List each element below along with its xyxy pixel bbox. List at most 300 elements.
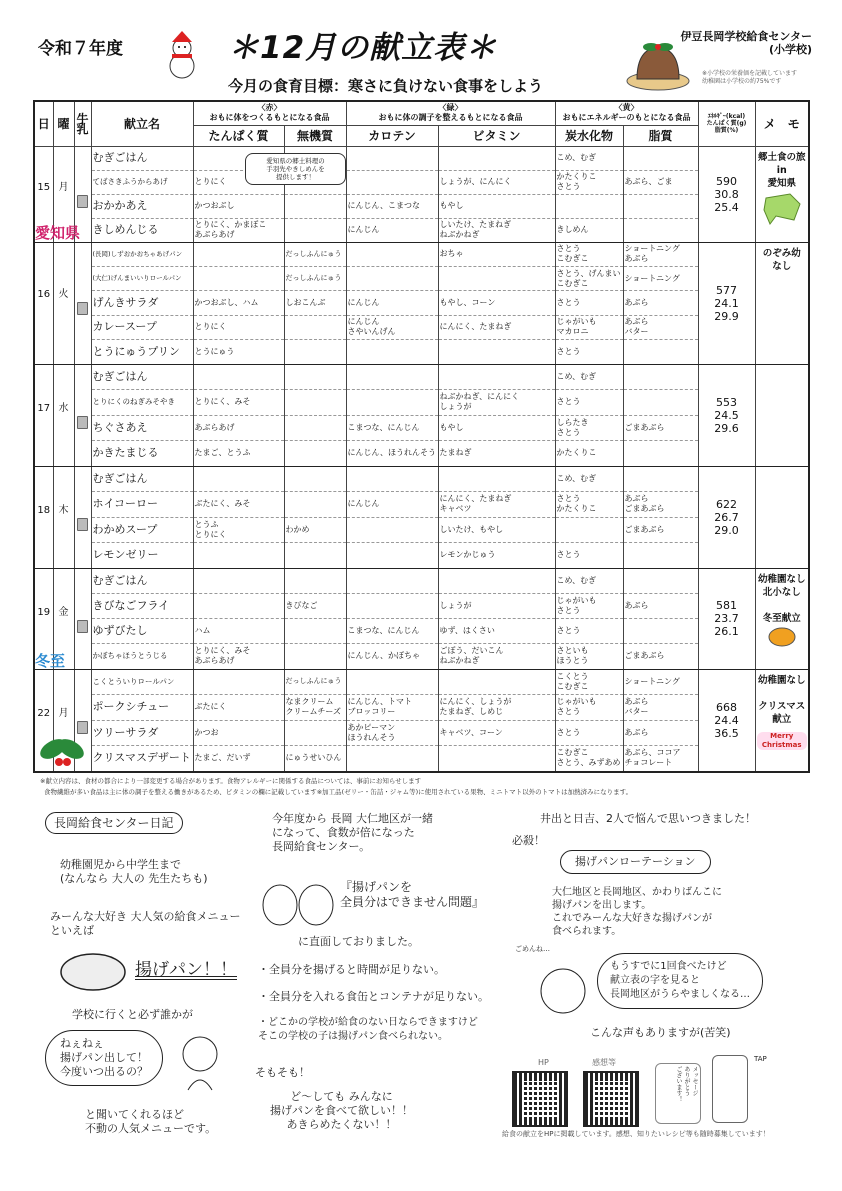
ingredient-vitamin	[438, 746, 555, 772]
qr-hp-label: HP	[538, 1058, 549, 1067]
memo-text: 郷土食の旅 in 愛知県	[757, 151, 806, 189]
ingredient-fat: ごまあぶら	[623, 517, 698, 543]
ingredient-mineral	[284, 619, 346, 644]
merry-christmas-sticker: Merry Christmas	[757, 732, 808, 750]
memo-text: 幼稚園なし クリスマス 献立	[757, 674, 806, 725]
ingredient-vitamin: たまねぎ	[438, 441, 555, 467]
menu-row	[34, 218, 809, 242]
ingredient-fat	[623, 146, 698, 170]
ingredient-mineral: にゅうせいひん	[284, 746, 346, 772]
ingredient-carotene	[346, 568, 438, 593]
ingredient-mineral	[284, 340, 346, 364]
day-cell-wrap	[35, 365, 53, 466]
ingredient-mineral: だっしふんにゅう	[284, 242, 346, 266]
ingredient-protein: とりにく	[193, 170, 284, 194]
ingredient-vitamin: しいたけ、もやし	[438, 517, 555, 543]
center-name-block	[672, 30, 812, 56]
milk-holder	[75, 195, 91, 211]
ingredient-mineral	[284, 315, 346, 339]
weekday: 水	[58, 402, 69, 414]
menu-row	[34, 644, 809, 669]
ingredient-vitamin: レモンかじゅう	[438, 543, 555, 569]
ingredient-fat: あぶら、ごま	[623, 170, 698, 194]
monthly-goal: 今月の食育目標：寒さに負けない食事をしよう	[228, 77, 544, 95]
menu-item-name: ツリーサラダ	[91, 720, 193, 746]
center-name: 伊豆長岡学校給食センター	[680, 30, 812, 43]
ingredient-mineral	[284, 390, 346, 416]
menu-row	[34, 364, 809, 390]
ingredient-carb: こめ、むぎ	[555, 364, 623, 390]
ingredient-carotene	[346, 242, 438, 266]
ingredient-carotene	[346, 466, 438, 492]
ingredient-carotene: にんじん	[346, 492, 438, 518]
ingredient-vitamin: もやし	[438, 415, 555, 441]
menu-item-name: むぎごはん	[91, 568, 193, 593]
milk-carton-icon	[77, 721, 88, 734]
ingredient-vitamin	[438, 568, 555, 593]
ingredient-carotene: にんじん、かぼちゃ	[346, 644, 438, 669]
ingredient-carb: きしめん	[555, 218, 623, 242]
header-milk: 牛 乳	[74, 101, 91, 146]
ingredient-fat: ショートニング	[623, 669, 698, 695]
ingredient-carotene	[346, 266, 438, 290]
memo-cell	[755, 568, 809, 669]
menu-item-name: ちぐさあえ	[91, 415, 193, 441]
menu-row	[34, 291, 809, 315]
diary-text: 学校に行くと必ず誰かが	[72, 1008, 193, 1021]
ingredient-protein: たまご、とうふ	[193, 441, 284, 467]
menu-item-name: おかかあえ	[91, 194, 193, 218]
milk-cell	[74, 364, 91, 466]
ingredient-protein: とうにゅう	[193, 340, 284, 364]
ingredient-mineral: きびなご	[284, 593, 346, 618]
menu-item-name: わかめスープ	[91, 517, 193, 543]
menu-item-name: むぎごはん	[91, 364, 193, 390]
header-mineral: 無機質	[284, 125, 346, 146]
ingredient-vitamin	[438, 266, 555, 290]
menu-row	[34, 266, 809, 290]
milk-carton-icon	[77, 195, 88, 208]
weekday-cell	[53, 242, 74, 364]
ingredient-protein: とうふ とりにく	[193, 517, 284, 543]
day-cell	[34, 146, 81, 242]
header-memo: メ モ	[755, 101, 809, 146]
menu-row	[34, 746, 809, 772]
ingredient-carb: こめ、むぎ	[555, 466, 623, 492]
ingredient-mineral: だっしふんにゅう	[284, 266, 346, 290]
diary-text: 幼稚園児から中学生まで (なんなら 大人の 先生たちも)	[60, 858, 208, 885]
ingredient-carb: こくとう こむぎこ	[555, 669, 623, 695]
ingredient-vitamin: おちゃ	[438, 242, 555, 266]
ingredient-carb: さとう こむぎこ	[555, 242, 623, 266]
ingredient-fat	[623, 619, 698, 644]
diary-text: ど～しても みんなに 揚げパンを食べて欲しい！！ あきらめたくない！！	[270, 1090, 413, 1131]
menu-row	[34, 170, 809, 194]
diary-text: と聞いてくれるほど 不動の人気メニューです。	[85, 1108, 217, 1135]
day-number: 17	[37, 402, 51, 414]
tap-label: TAP	[754, 1055, 767, 1063]
ingredient-protein: とりにく、かまぼこ あぶらあげ	[193, 218, 284, 242]
menu-table	[33, 100, 810, 773]
menu-item-name: かぼちゃほうとうじる	[91, 644, 193, 669]
aichi-map-icon	[760, 190, 804, 226]
ingredient-fat	[623, 364, 698, 390]
ingredient-carb: さとう	[555, 340, 623, 364]
ingredient-fat	[623, 466, 698, 492]
ingredient-mineral	[284, 644, 346, 669]
day-cell	[34, 364, 53, 466]
ingredient-carotene: にんじん	[346, 291, 438, 315]
menu-row	[34, 669, 809, 695]
milk-wrap	[75, 243, 91, 364]
ingredient-mineral: なまクリーム クリームチーズ	[284, 695, 346, 721]
ingredient-carotene	[346, 364, 438, 390]
ingredient-carb: さとう	[555, 291, 623, 315]
menu-item-name: むぎごはん	[91, 466, 193, 492]
diary-title: 長岡給食センター日記	[45, 812, 183, 834]
ingredient-vitamin	[438, 669, 555, 695]
menu-row	[34, 194, 809, 218]
qr-caption: 給食の献立をHPに掲載しています。感想、知りたいレシピ等も随時募集しています！	[502, 1130, 770, 1138]
center-sub: (小学校)	[768, 43, 812, 56]
snowman-icon	[160, 30, 204, 80]
ingredient-mineral	[284, 568, 346, 593]
ingredient-carb: さといも ほうとう	[555, 644, 623, 669]
milk-cell	[74, 466, 91, 568]
pumpkin-icon	[767, 625, 797, 647]
menu-row	[34, 441, 809, 467]
day-cell-wrap	[35, 147, 81, 242]
ingredient-fat	[623, 441, 698, 467]
diary-text: 井出と日吉、2人で悩んで思いつきました！	[540, 812, 756, 825]
weekday-cell	[53, 466, 74, 568]
ingredient-fat: あぶら	[623, 291, 698, 315]
ingredient-vitamin: しょうが	[438, 593, 555, 618]
ingredient-carotene	[346, 543, 438, 569]
ingredient-vitamin: にんにく、たまねぎ キャベツ	[438, 492, 555, 518]
footnote-1: ※献立内容は、食材の都合により一部変更する場合があります。食物アレルギーに関係する食品については、事前にお知らせします	[40, 776, 422, 785]
ingredient-carotene: にんじん、トマト ブロッコリー	[346, 695, 438, 721]
ingredient-mineral	[284, 415, 346, 441]
header-carb: 炭水化物	[555, 125, 623, 146]
ingredient-carb: じゃがいも さとう	[555, 695, 623, 721]
ingredient-protein: ぶたにく、みそ	[193, 492, 284, 518]
ingredient-vitamin	[438, 146, 555, 170]
menu-item-name: レモンゼリー	[91, 543, 193, 569]
ingredient-carb: しらたき さとう	[555, 415, 623, 441]
ingredient-protein	[193, 568, 284, 593]
ingredient-carotene	[346, 390, 438, 416]
ingredient-carb: さとう	[555, 543, 623, 569]
menu-item-name: こくとういりロールパン	[91, 669, 193, 695]
day-cell	[34, 466, 53, 568]
ingredient-fat: ごまあぶら	[623, 644, 698, 669]
day-cell	[34, 242, 53, 364]
ingredient-fat: あぶら バター	[623, 695, 698, 721]
ingredient-vitamin: キャベツ、コーン	[438, 720, 555, 746]
ingredient-protein: あぶらあげ	[193, 415, 284, 441]
memo-cell	[755, 669, 809, 772]
ingredient-protein	[193, 543, 284, 569]
milk-holder	[75, 416, 91, 432]
aichi-label: 愛知県	[35, 223, 81, 242]
qr-feedback-label: 感想等	[592, 1058, 616, 1067]
menu-item-name: きしめんじる	[91, 218, 193, 242]
ingredient-protein: かつお	[193, 720, 284, 746]
header-green-group: 〈緑〉 おもに体の調子を整えるもとになる食品	[346, 101, 555, 125]
weekday: 木	[58, 504, 69, 516]
ingredient-carotene	[346, 746, 438, 772]
ingredient-protein	[193, 364, 284, 390]
ingredient-vitamin: しいたけ、たまねぎ ねぶかねぎ	[438, 218, 555, 242]
diary-text: ごめんね…	[515, 945, 550, 953]
day-cell	[34, 669, 53, 772]
menu-row	[34, 720, 809, 746]
ingredient-carotene: にんじん、こまつな	[346, 194, 438, 218]
ingredient-protein	[193, 593, 284, 618]
day-number: 15	[37, 181, 51, 193]
ingredient-carotene: こまつな、にんじん	[346, 619, 438, 644]
ingredient-carotene	[346, 170, 438, 194]
ingredient-mineral	[284, 720, 346, 746]
ingredient-carb: かたくりこ さとう	[555, 170, 623, 194]
memo-text: 幼稚園なし 北小なし 冬至献立	[757, 573, 806, 624]
ingredient-carotene	[346, 146, 438, 170]
ingredient-fat: ショートニング あぶら	[623, 242, 698, 266]
menu-row	[34, 340, 809, 364]
menu-table-wrap	[33, 100, 808, 798]
ingredient-vitamin	[438, 340, 555, 364]
ingredient-fat: あぶら、ココア チョコレート	[623, 746, 698, 772]
ingredient-fat	[623, 194, 698, 218]
milk-holder	[75, 518, 91, 534]
footnotes	[33, 776, 808, 798]
ingredient-carotene	[346, 669, 438, 695]
ingredient-protein: ぶたにく	[193, 695, 284, 721]
weekday-wrap	[54, 243, 74, 364]
day-cell	[34, 568, 66, 670]
ingredient-carb: さとう、げんまい こむぎこ	[555, 266, 623, 290]
ingredient-fat	[623, 568, 698, 593]
menu-row	[34, 415, 809, 441]
menu-item-name: とうにゅうプリン	[91, 340, 193, 364]
memo-text: のぞみ幼 なし	[762, 247, 801, 272]
aichi-callout: 愛知県の郷土料理の 手羽先やきしめんを 提供します！	[245, 153, 346, 185]
ingredient-vitamin: もやし、コーン	[438, 291, 555, 315]
menu-row	[34, 315, 809, 339]
ingredient-protein: とりにく、みそ	[193, 390, 284, 416]
diary-speech: ねぇねぇ 揚げパン出して！ 今度いつ出るの？	[45, 1030, 163, 1086]
nutrition-values: 577 24.1 29.9	[698, 242, 755, 364]
fiscal-year: 令和７年度	[38, 39, 123, 59]
ingredient-fat: あぶら バター	[623, 315, 698, 339]
menu-row	[34, 492, 809, 518]
menu-item-name: とりにくのねぎみそやき	[91, 390, 193, 416]
ingredient-protein	[193, 242, 284, 266]
day-number: 22	[37, 707, 51, 719]
toji-label: 冬至	[35, 651, 66, 670]
menu-row	[34, 390, 809, 416]
milk-carton-icon	[77, 302, 88, 315]
ingredient-mineral	[284, 194, 346, 218]
day-cell-wrap	[35, 467, 53, 568]
diary-text: ・どこかの学校が給食のない日ならできますけど そこの学校の子は揚げパン食べられない。	[258, 1017, 478, 1042]
ingredient-fat	[623, 218, 698, 242]
ingredient-carb: かたくりこ	[555, 441, 623, 467]
menu-row	[34, 543, 809, 569]
memo-cell	[755, 466, 809, 568]
ingredient-carb: こめ、むぎ	[555, 146, 623, 170]
ingredient-vitamin: にんにく、しょうが たまねぎ、しめじ	[438, 695, 555, 721]
header-menu-name: 献立名	[91, 101, 193, 146]
ingredient-carb: じゃがいも マカロニ	[555, 315, 623, 339]
weekday-wrap	[54, 365, 74, 466]
menu-row	[34, 695, 809, 721]
ingredient-mineral	[284, 543, 346, 569]
day-number: 19	[37, 606, 51, 618]
diary-text: そもそも！	[255, 1066, 310, 1079]
menu-row	[34, 619, 809, 644]
nutrition-values: 553 24.5 29.6	[698, 364, 755, 466]
diary-text: 必殺！	[512, 834, 545, 847]
menu-item-name: てばさきふうからあげ	[91, 170, 193, 194]
header-red-group: 〈赤〉 おもに体をつくるもとになる食品	[193, 101, 346, 125]
ingredient-vitamin	[438, 364, 555, 390]
ingredient-carb	[555, 517, 623, 543]
ingredient-carotene: にんじん、ほうれんそう	[346, 441, 438, 467]
footnote-2: 食物繊維が多い食品は主に体の調子を整える働きがあるため、ビタミンの欄に記載しています※加工品(ゼリー・缶詰・ジャム等)に使用されている果物、ミニトマト以外のトマトは加熱済みになります。	[44, 787, 633, 796]
header-day: 日	[34, 101, 53, 146]
ingredient-vitamin: ねぶかねぎ、にんにく しょうが	[438, 390, 555, 416]
weekday: 月	[58, 707, 69, 719]
holly-icon	[37, 735, 87, 769]
diary-text: 揚げパン！！	[135, 960, 237, 980]
ingredient-vitamin: ごぼう、だいこん ねぶかねぎ	[438, 644, 555, 669]
header-vitamin: ビタミン	[438, 125, 555, 146]
ingredient-fat: ごまあぶら	[623, 415, 698, 441]
menu-item-name: ホイコーロー	[91, 492, 193, 518]
nutrition-values: 622 26.7 29.0	[698, 466, 755, 568]
nutrition-values: 668 24.4 36.5	[698, 669, 755, 772]
ingredient-carotene	[346, 593, 438, 618]
ingredient-vitamin	[438, 466, 555, 492]
ingredient-carotene: にんじん さやいんげん	[346, 315, 438, 339]
menu-item-name: げんきサラダ	[91, 291, 193, 315]
header-fat: 脂質	[623, 125, 698, 146]
menu-row	[34, 517, 809, 543]
ingredient-protein: たまご、だいず	[193, 746, 284, 772]
milk-carton-icon	[77, 416, 88, 429]
day-cell-wrap	[35, 569, 66, 670]
ingredient-fat: あぶら	[623, 720, 698, 746]
ingredient-protein: とりにく	[193, 315, 284, 339]
header-yellow-group: 〈黄〉 おもにエネルギーのもとになる食品	[555, 101, 698, 125]
menu-row	[34, 568, 809, 593]
milk-holder	[75, 620, 91, 636]
menu-item-name: カレースープ	[91, 315, 193, 339]
ingredient-vitamin: にんにく、たまねぎ	[438, 315, 555, 339]
ingredient-fat: ショートニング	[623, 266, 698, 290]
menu-item-name: むぎごはん	[91, 146, 193, 170]
menu-item-name: ポークシチュー	[91, 695, 193, 721]
weekday-cell	[53, 364, 74, 466]
ingredient-protein: かつおぶし、ハム	[193, 291, 284, 315]
ingredient-carb: さとう	[555, 390, 623, 416]
ingredient-carb: こむぎこ さとう、みずあめ	[555, 746, 623, 772]
ingredient-vitamin: もやし	[438, 194, 555, 218]
milk-cell	[74, 568, 91, 669]
ingredient-carb: さとう かたくりこ	[555, 492, 623, 518]
ingredient-mineral: わかめ	[284, 517, 346, 543]
menu-item-name: (大仁)げんまいいりロールパン	[91, 266, 193, 290]
milk-wrap	[75, 365, 91, 466]
memo-cell	[755, 146, 809, 242]
menu-item-name: きびなごフライ	[91, 593, 193, 618]
day-number: 18	[37, 504, 51, 516]
memo-cell	[755, 364, 809, 466]
diary-text: ・全員分を入れる食缶とコンテナが足りない。	[258, 990, 489, 1003]
ingredient-mineral	[284, 466, 346, 492]
menu-item-name: かきたまじる	[91, 441, 193, 467]
menu-row	[34, 146, 809, 170]
menu-item-name: (長岡)しずおかおちゃあげパン	[91, 242, 193, 266]
weekday: 月	[58, 181, 69, 193]
ingredient-protein: とりにく、みそ あぶらあげ	[193, 644, 284, 669]
ingredient-vitamin: ゆず、はくさい	[438, 619, 555, 644]
header-protein: たんぱく質	[193, 125, 284, 146]
milk-wrap	[75, 467, 91, 568]
diary-text: 今年度から 長岡 大仁地区が一緒 になって、食数が倍になった 長岡給食センター。	[272, 812, 433, 853]
day-cell-wrap	[35, 670, 53, 771]
diary-text: ・全員分を揚げると時間が足りない。	[258, 963, 445, 976]
milk-cell	[74, 242, 91, 364]
qr-code-feedback[interactable]	[583, 1071, 639, 1127]
ingredient-mineral	[284, 492, 346, 518]
ingredient-mineral	[284, 441, 346, 467]
menu-item-name: ゆずびたし	[91, 619, 193, 644]
fried-bread-icon	[48, 950, 128, 995]
diary-text: に直面しておりました。	[298, 935, 419, 948]
ingredient-carb	[555, 194, 623, 218]
day-number: 16	[37, 288, 51, 300]
ingredient-fat	[623, 543, 698, 569]
milk-carton-icon	[77, 518, 88, 531]
weekday: 火	[58, 288, 69, 300]
menu-item-name: クリスマスデザート	[91, 746, 193, 772]
ingredient-mineral	[284, 218, 346, 242]
menu-row	[34, 242, 809, 266]
phone-message: メッセージ ありがとう ございます！	[655, 1063, 701, 1124]
diary-text: 揚げパンローテーション	[560, 850, 711, 874]
qr-code-hp[interactable]	[512, 1071, 568, 1127]
ingredient-carotene: こまつな、にんじん	[346, 415, 438, 441]
ingredient-fat: あぶら ごまあぶら	[623, 492, 698, 518]
ingredient-fat	[623, 390, 698, 416]
ingredient-protein: かつおぶし	[193, 194, 284, 218]
ingredient-protein	[193, 669, 284, 695]
ingredient-vitamin: しょうが、にんにく	[438, 170, 555, 194]
diary-text: みーんな大好き 大人気の給食メニュー といえば	[50, 910, 241, 937]
ingredient-fat: あぶら	[623, 593, 698, 618]
ingredient-fat	[623, 340, 698, 364]
header-weekday: 曜	[53, 101, 74, 146]
ingredient-carotene	[346, 340, 438, 364]
ingredient-carb: さとう	[555, 619, 623, 644]
ingredient-mineral: しおこんぶ	[284, 291, 346, 315]
milk-carton-icon	[77, 620, 88, 633]
ingredient-protein	[193, 466, 284, 492]
staff-drawing-icon	[258, 880, 338, 930]
